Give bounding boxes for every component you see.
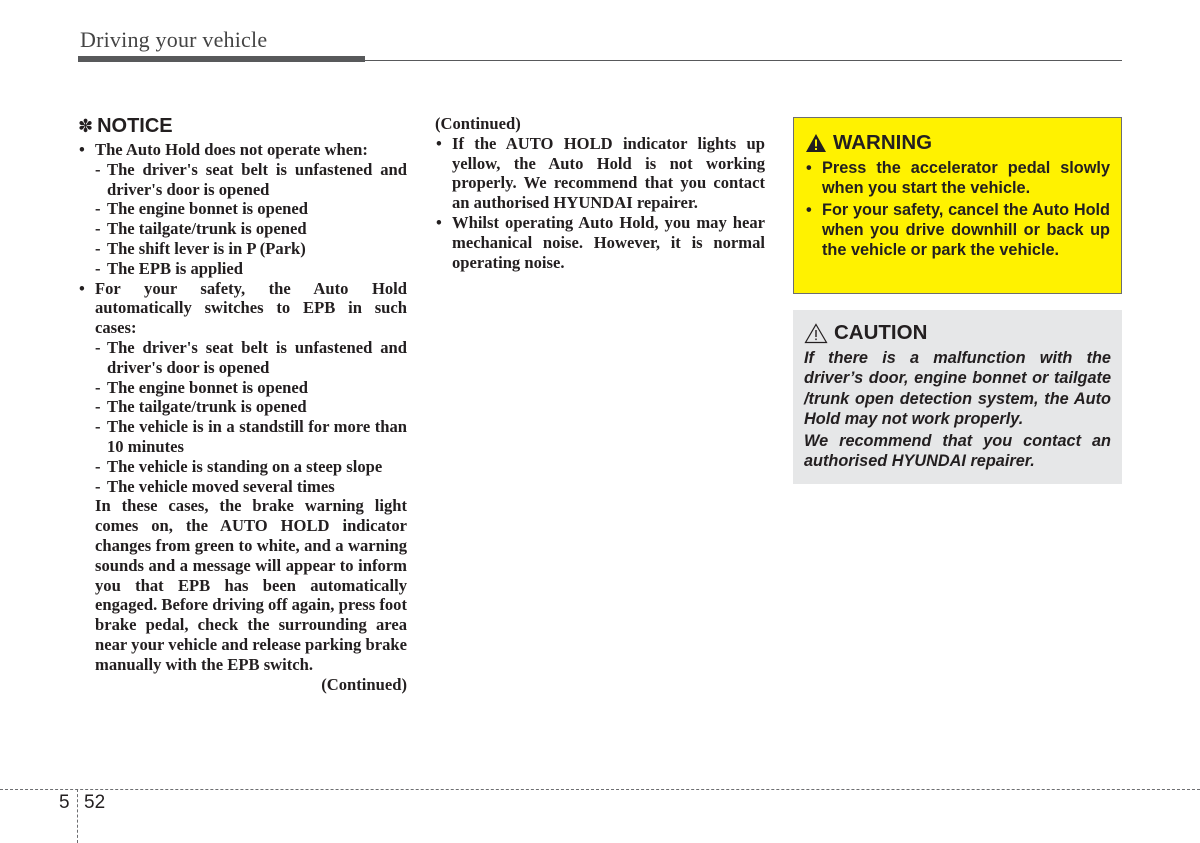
- notice-list2-item: - The engine bonnet is opened: [95, 377, 309, 397]
- footer-dashed-divider: [77, 789, 78, 843]
- notice-continued: (Continued): [321, 674, 407, 694]
- notice-list2-item: - The vehicle is standing on a steep slope: [95, 456, 383, 476]
- notice-list1-item: - The shift lever is in P (Park): [95, 238, 306, 258]
- header-rule-thick: [78, 56, 365, 62]
- notice-heading: [78, 114, 407, 138]
- continuation-bullet-2: • Whilst operating Auto Hold, you may hear mechanical noise. However, it is normal operating noise.: [436, 212, 765, 272]
- page-number: 52: [84, 792, 106, 813]
- warning-item: • Press the accelerator pedal slowly when you start the vehicle.: [806, 159, 1110, 197]
- notice-list2-item: - The driver's seat belt is unfastened and driver's door is opened: [95, 337, 407, 377]
- notice-list1-item: - The EPB is applied: [95, 258, 244, 278]
- caution-title: CAUTION: [834, 321, 928, 344]
- warning-title: WARNING: [833, 131, 933, 154]
- warning-item: • For your safety, cancel the Auto Hold when you drive downhill or back up the vehicle or park the vehicle.: [806, 201, 1110, 259]
- caution-text-1: If there is a malfunction with the driver’s door, engine bonnet or tailgate /trunk open detection system, the Auto Hold may not work properly.: [804, 349, 1111, 428]
- notice-list1-item: - The driver's seat belt is unfastened and driver's door is opened: [95, 159, 407, 199]
- notice-list2-item: - The tailgate/trunk is opened: [95, 397, 307, 417]
- notice-paragraph: In these cases, the brake warning light comes on, the AUTO HOLD indicator changes from green to white, and a warning sounds and a message will appear to inform you that EPB has been automatically engaged. Before driving off again, press foot brake pedal, check the surrounding area near your vehicle and release parking brake manually with the EPB switch.: [95, 496, 407, 674]
- header-rule-thin: [365, 60, 1122, 62]
- notice-bullet-2: • For your safety, the Auto Hold automatically switches to EPB in such cases:: [79, 278, 407, 338]
- caution-text-2: We recommend that you contact an authorised HYUNDAI repairer.: [804, 432, 1111, 471]
- caution-triangle-icon: [804, 323, 828, 344]
- caution-heading: [804, 320, 1111, 346]
- caution-box: [793, 310, 1122, 484]
- notice-list1-item: - The engine bonnet is opened: [95, 199, 309, 219]
- notice-list2-item: - The vehicle moved several times: [95, 476, 335, 496]
- notice-bullet-1: • The Auto Hold does not operate when:: [79, 140, 368, 159]
- footer-dashed-rule: [0, 789, 1200, 790]
- chapter-number: 5: [59, 792, 70, 813]
- warning-heading: [805, 130, 1110, 156]
- continued-heading: (Continued): [435, 114, 521, 133]
- warning-triangle-icon: [805, 133, 827, 153]
- notice-list1-item: - The tailgate/trunk is opened: [95, 219, 307, 239]
- notice-continuation: [435, 114, 765, 272]
- warning-box: [793, 117, 1122, 294]
- notice-title: NOTICE: [97, 115, 173, 137]
- continuation-bullet-1: • If the AUTO HOLD indicator lights up yellow, the Auto Hold is not working properly. We recommend that you contact an authorised HYUNDAI repairer.: [436, 133, 765, 213]
- page-header-title: Driving your vehicle: [80, 27, 268, 52]
- notice-list2-item: - The vehicle is in a standstill for more than 10 minutes: [95, 417, 407, 456]
- notice-section: [78, 114, 407, 694]
- asterisk-icon: ✽: [78, 116, 94, 136]
